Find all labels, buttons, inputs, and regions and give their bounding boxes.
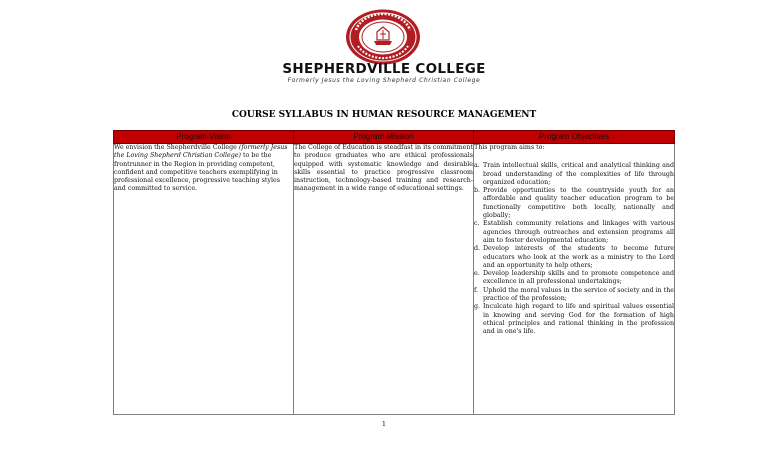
table-row: [114, 144, 675, 415]
column-header-mission: Program Mission: [294, 131, 474, 144]
page-number: 1: [381, 420, 387, 428]
table-header-row: [114, 131, 675, 144]
vision-text: We envision the Shepherdville College: [114, 144, 239, 151]
list-item-text: Develop leadership skills and to promote competence and excellence in all professional undertakings;: [483, 270, 674, 286]
vision-cell: [114, 144, 294, 415]
list-item-marker: e.: [474, 270, 480, 278]
college-name: SHEPHERDVILLE COLLEGE: [282, 61, 486, 77]
list-item-marker: f.: [474, 286, 479, 294]
objectives-list: [474, 162, 674, 336]
list-item: [474, 187, 674, 220]
list-item-text: Establish community relations and linkages with various agencies through outreaches and extension programs all aim to foster developmental education;: [483, 220, 674, 244]
list-item: [474, 220, 674, 245]
column-header-objectives: Program Objectives: [474, 131, 675, 144]
objectives-cell: [474, 144, 675, 415]
list-item: [474, 270, 674, 287]
mission-text: The College of Education is steadfast in its commitment to produce graduates who are ethical professionals equipped with systematic knowledge and desirable skills essential to practice progressive classroom instruction, technology-based training and research-management in a wide range of educational settings.: [294, 144, 473, 193]
list-item-marker: b.: [474, 187, 481, 195]
vision-former-name: (formerly Jesus the Loving Shepherd Christian College): [114, 144, 288, 160]
list-item: [474, 245, 674, 270]
objectives-intro: This program aims to:: [474, 144, 545, 151]
list-item: [474, 287, 674, 304]
list-item-text: Inculcate high regard to life and spiritual values essential in knowing and serving God for the formation of high ethical principles and rational thinking in the profession and in one's life.: [483, 303, 674, 336]
list-item-marker: c.: [474, 220, 480, 228]
list-item-text: Develop interests of the students to become future educators who look at the work as a ministry to the Lord and an opportunity to help others;: [483, 245, 674, 269]
college-former-name: Formerly Jesus the Loving Shepherd Christian College: [287, 77, 481, 84]
college-seal-icon: [344, 8, 422, 66]
column-header-vision: Program Vision: [114, 131, 294, 144]
page-title: COURSE SYLLABUS IN HUMAN RESOURCE MANAGEMENT: [231, 110, 537, 120]
list-item-text: Train intellectual skills, critical and analytical thinking and broad understanding of the complexities of life through organized education;: [483, 162, 674, 186]
mission-cell: [294, 144, 474, 415]
list-item-marker: g.: [474, 303, 481, 311]
vision-text-rest: to be the frontrunner in the Region in providing competent, confident and competitive teachers exemplifying in professional excellence, progressive teaching styles and committed to service.: [114, 152, 280, 193]
list-item: [474, 303, 674, 336]
list-item-marker: a.: [474, 162, 480, 170]
list-item-text: Provide opportunities to the countryside youth for an affordable and quality teacher education program to be functionally competitive both locally, nationally and globally;: [483, 187, 674, 220]
list-item-marker: d.: [474, 245, 481, 253]
list-item-text: Uphold the moral values in the service of society and in the practice of the profession;: [483, 286, 674, 303]
list-item: [474, 162, 674, 187]
syllabus-table: [113, 130, 675, 415]
